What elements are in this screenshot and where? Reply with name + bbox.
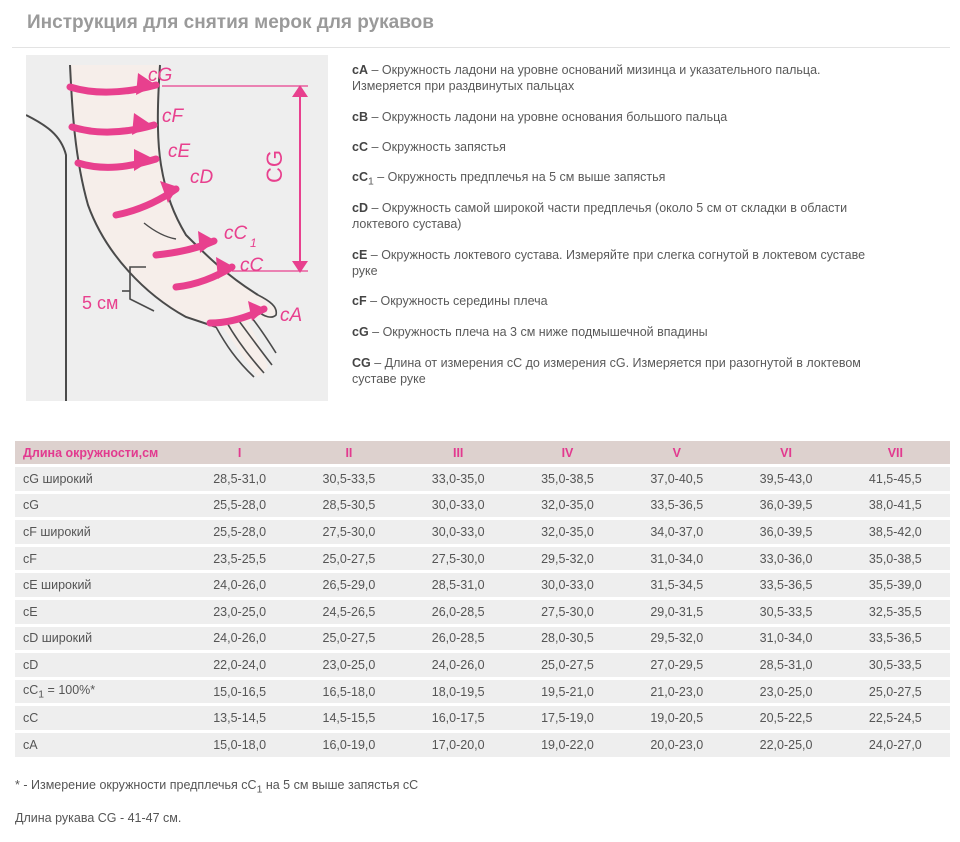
table-cell: 16,0-19,0 [294,733,403,757]
column-header-size: III [404,441,513,464]
table-cell: 20,5-22,5 [731,706,840,730]
table-cell: 27,5-30,0 [294,520,403,544]
row-label [15,706,185,730]
table-cell: 23,5-25,5 [185,547,294,571]
label-cc: cC [240,255,264,276]
column-header-size: VI [731,441,840,464]
table-cell: 15,0-18,0 [185,733,294,757]
row-label [15,467,185,491]
definition-code: CG [352,356,371,370]
definition-cb [352,109,932,125]
table-row [15,627,950,651]
table-cell: 29,0-31,5 [622,600,731,624]
column-header-size: IV [513,441,622,464]
table-cell: 33,0-35,0 [404,467,513,491]
definition-cd [352,200,932,232]
definition-text: – Окружность середины плеча [366,294,548,308]
table-cell: 28,5-31,0 [731,653,840,677]
definition-text: – Длина от измерения cC до измерения cG. Измеряется при разогнутой в локтевом [370,356,861,370]
table-cell: 32,5-35,5 [841,600,950,624]
table-cell: 35,0-38,5 [841,547,950,571]
footnote [15,778,418,796]
row-label-text: cD [23,657,39,672]
definition-code: cF [352,294,367,308]
size-table [15,438,950,760]
row-label [15,600,185,624]
table-cell: 25,5-28,0 [185,520,294,544]
definition-text-continued: руке [352,264,378,278]
table-cell: 24,0-26,0 [404,653,513,677]
definition-code-subscript: 1 [367,176,374,188]
table-cell: 22,0-24,0 [185,653,294,677]
row-label [15,627,185,651]
row-label [15,494,185,518]
row-label [15,520,185,544]
definition-code: cA [352,63,368,77]
table-cell: 24,0-27,0 [841,733,950,757]
table-cell: 32,0-35,0 [513,494,622,518]
table-cell: 23,0-25,0 [294,653,403,677]
table-cell: 27,5-30,0 [513,600,622,624]
column-header-size: II [294,441,403,464]
table-cell: 15,0-16,5 [185,680,294,704]
table-cell: 30,5-33,5 [731,600,840,624]
table-row [15,494,950,518]
table-cell: 20,0-23,0 [622,733,731,757]
table-cell: 19,5-21,0 [513,680,622,704]
row-label [15,653,185,677]
sleeve-length-note: Длина рукава CG - 41-47 см. [15,811,182,825]
row-label [15,733,185,757]
table-cell: 22,5-24,5 [841,706,950,730]
table-row [15,520,950,544]
table-cell: 31,5-34,5 [622,573,731,597]
row-label [15,547,185,571]
table-cell: 33,5-36,5 [731,573,840,597]
table-cell: 28,0-30,5 [513,627,622,651]
table-cell: 22,0-25,0 [731,733,840,757]
table-row [15,653,950,677]
label-cf: cF [162,106,184,127]
definition-text: – Окружность запястья [367,140,506,154]
arm-measurement-illustration [26,55,328,401]
row-label-text: cG [23,498,39,513]
table-cell: 30,0-33,0 [513,573,622,597]
definition-text: – Окружность самой широкой части предплечья (около 5 см от складки в области [367,201,848,215]
definition-cg [352,324,932,340]
definition-text: – Окружность плеча на 3 см ниже подмышечной впадины [368,325,708,339]
table-cell: 25,0-27,5 [513,653,622,677]
definition-cf [352,293,932,309]
table-cell: 29,5-32,0 [513,547,622,571]
table-cell: 30,0-33,0 [404,494,513,518]
row-label-text: cC [23,711,39,726]
table-row [15,547,950,571]
table-cell: 37,0-40,5 [622,467,731,491]
footnote-text: * - Измерение окружности предплечья cC [15,778,257,792]
table-body [15,467,950,757]
definition-text-continued: суставе руке [352,372,426,386]
table-row [15,680,950,704]
row-label-text: cF широкий [23,524,91,539]
cg-length-label: CG [262,150,287,183]
column-header-size: V [622,441,731,464]
definition-text-continued: Измеряется при раздвинутых пальцах [352,79,575,93]
definition-text: – Окружность предплечья на 5 см выше запястья [373,170,666,184]
definition-cc [352,139,932,155]
table-cell: 25,5-28,0 [185,494,294,518]
table-row [15,600,950,624]
table-cell: 34,0-37,0 [622,520,731,544]
column-header-size: I [185,441,294,464]
table-row [15,733,950,757]
table-cell: 38,0-41,5 [841,494,950,518]
table-cell: 17,0-20,0 [404,733,513,757]
table-row [15,706,950,730]
table-cell: 32,0-35,0 [513,520,622,544]
definition-code: cC [352,170,368,184]
definition-text: – Окружность локтевого сустава. Измеряйте при слегка согнутой в локтевом суставе [367,248,866,262]
table-cell: 30,5-33,5 [294,467,403,491]
table-cell: 23,0-25,0 [731,680,840,704]
table-cell: 16,0-17,5 [404,706,513,730]
column-header-size: VII [841,441,950,464]
definition-text: – Окружность ладони на уровне основания большого пальца [367,110,728,124]
table-cell: 25,0-27,5 [294,627,403,651]
definition-text: – Окружность ладони на уровне оснований мизинца и указательного пальца. [367,63,821,77]
page-title: Инструкция для снятия мерок для рукавов [27,12,434,33]
five-cm-label: 5 см [82,293,119,313]
definition-cg-length [352,355,932,387]
label-cc1: cC [224,223,248,244]
row-label [15,680,185,704]
column-header-circumference: Длина окружности,см [15,441,185,464]
definition-cc1 [352,169,932,191]
table-cell: 23,0-25,0 [185,600,294,624]
table-cell: 31,0-34,0 [731,627,840,651]
label-cd: cD [190,167,214,188]
row-label-suffix: = 100%* [44,682,96,697]
definition-ce [352,247,932,279]
table-cell: 26,5-29,0 [294,573,403,597]
definition-code: cG [352,325,369,339]
table-cell: 27,5-30,0 [404,547,513,571]
table-cell: 24,5-26,5 [294,600,403,624]
table-row [15,467,950,491]
definition-ca [352,62,932,94]
label-ca: cA [280,305,303,326]
table-cell: 16,5-18,0 [294,680,403,704]
footnote-text-end: на 5 см выше запястья cC [262,778,419,792]
row-label-text: cE широкий [23,578,92,593]
table-cell: 30,5-33,5 [841,653,950,677]
table-cell: 39,5-43,0 [731,467,840,491]
table-cell: 14,5-15,5 [294,706,403,730]
row-label [15,573,185,597]
label-ce: cE [168,141,191,162]
table-cell: 36,0-39,5 [731,494,840,518]
table-cell: 17,5-19,0 [513,706,622,730]
table-cell: 35,0-38,5 [513,467,622,491]
table-cell: 24,0-26,0 [185,573,294,597]
table-cell: 26,0-28,5 [404,600,513,624]
row-label-text: cA [23,737,38,752]
label-cc1-subscript: 1 [250,236,257,250]
definition-text-continued: локтевого сустава) [352,217,462,231]
definition-code: cE [352,248,368,262]
row-label-text: cF [23,551,37,566]
table-cell: 24,0-26,0 [185,627,294,651]
row-label-subscript: 1 [38,689,45,701]
row-label-text: cD широкий [23,631,93,646]
table-cell: 27,0-29,5 [622,653,731,677]
table-cell: 18,0-19,5 [404,680,513,704]
divider [12,47,950,48]
table-cell: 19,0-20,5 [622,706,731,730]
table-cell: 13,5-14,5 [185,706,294,730]
footnote-subscript: 1 [256,784,263,796]
table-row [15,573,950,597]
row-label-text: cC [23,682,39,697]
table-cell: 35,5-39,0 [841,573,950,597]
table-cell: 28,5-31,0 [404,573,513,597]
table-cell: 31,0-34,0 [622,547,731,571]
table-cell: 26,0-28,5 [404,627,513,651]
table-cell: 25,0-27,5 [841,680,950,704]
table-cell: 25,0-27,5 [294,547,403,571]
table-cell: 21,0-23,0 [622,680,731,704]
table-cell: 28,5-30,5 [294,494,403,518]
table-cell: 29,5-32,0 [622,627,731,651]
row-label-text: cE [23,604,38,619]
row-label-text: cG широкий [23,471,93,486]
table-cell: 28,5-31,0 [185,467,294,491]
definition-code: cB [352,110,368,124]
table-cell: 36,0-39,5 [731,520,840,544]
table-cell: 19,0-22,0 [513,733,622,757]
table-cell: 30,0-33,0 [404,520,513,544]
table-cell: 38,5-42,0 [841,520,950,544]
label-cg: cG [148,65,173,86]
table-header-row [15,441,950,464]
definition-code: cC [352,140,368,154]
table-cell: 33,0-36,0 [731,547,840,571]
definition-code: cD [352,201,368,215]
table-cell: 33,5-36,5 [841,627,950,651]
table-cell: 33,5-36,5 [622,494,731,518]
table-cell: 41,5-45,5 [841,467,950,491]
